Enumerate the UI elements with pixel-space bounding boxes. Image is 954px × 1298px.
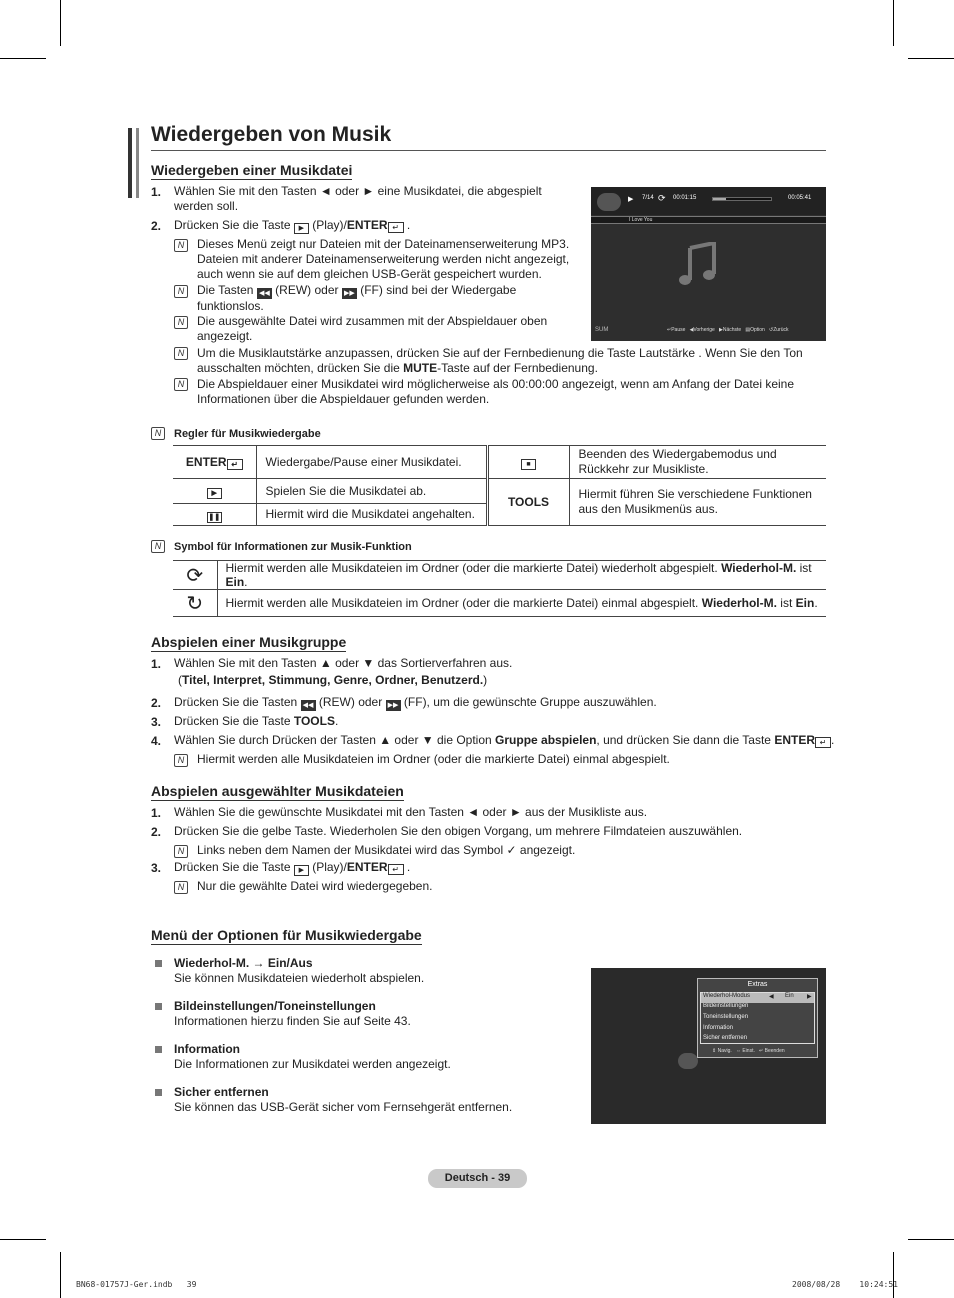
crop-mark: [893, 1252, 894, 1298]
step-text: Wählen Sie mit den Tasten ▲ oder ▼ das Sortierverfahren aus.: [174, 656, 513, 670]
note-text: Die ausgewählte Datei wird zusammen mit der Abspieldauer oben angezeigt.: [197, 314, 548, 343]
stop-desc: Beenden des Wiedergabemodus und Rückkehr zur Musikliste.: [569, 446, 826, 479]
left-right-icon: ⇔: [735, 1048, 741, 1054]
crop-mark: [908, 58, 954, 59]
step-text: Wählen Sie durch Drücken der Tasten ▲ oder ▼ die Option Gruppe abspielen, und drücken Sie dann die Taste ENTER ↵ .: [174, 733, 835, 747]
tools-icon: ▤: [745, 327, 751, 333]
step-text: Drücken Sie die gelbe Taste. Wiederholen Sie den obigen Vorgang, um mehrere Filmdateien auszuwählen.: [174, 824, 743, 838]
option-item: Information Die Informationen zur Musikdatei werden angezeigt.: [174, 1042, 451, 1071]
note-icon: N: [174, 239, 188, 252]
step-number: 1.: [151, 657, 162, 671]
extras-menu-screen: [591, 968, 826, 1124]
section-heading: Abspielen ausgewählter Musikdateien: [151, 783, 404, 799]
enter-key-icon: ↵: [227, 459, 243, 470]
step-number: 1.: [151, 185, 162, 199]
up-down-icon: ⇕: [712, 1048, 717, 1054]
step-text: Drücken Sie die Taste ▶ (Play)/ENTER ↵ .: [174, 860, 411, 874]
step-text: Wählen Sie mit den Tasten ◄ oder ► eine Musikdatei, die abgespielt werden soll.: [174, 184, 542, 213]
section-heading: Wiedergeben einer Musikdatei: [151, 162, 353, 178]
enter-desc: Wiedergabe/Pause einer Musikdatei.: [256, 446, 487, 479]
pause-key-cell: [173, 504, 256, 526]
repeat-once-icon: ↻: [173, 590, 217, 617]
note-icon: N: [174, 754, 188, 767]
right-arrow-icon: ▶: [807, 994, 812, 1000]
note-text: Die Abspieldauer einer Musikdatei wird möglicherweise als 00:00:00 angezeigt, wenn am Anfang der Datei keine Informationen über die Abspieldauer gefunden werden.: [197, 377, 795, 406]
symbol-table: [173, 560, 826, 617]
disc-icon: [678, 1053, 698, 1069]
control-table: [173, 445, 826, 526]
extras-list: [700, 992, 815, 1044]
exit-icon: ↵: [759, 1048, 764, 1054]
rewind-key-icon: ◀◀: [301, 700, 316, 711]
song-title-bar: [591, 216, 826, 224]
bullet-icon: [155, 960, 162, 967]
tools-desc: Hiermit führen Sie verschiedene Funktionen aus den Musikmenüs aus.: [569, 479, 826, 526]
step-text: (Titel, Interpret, Stimmung, Genre, Ordner, Benutzerd.): [178, 673, 488, 687]
bullet-icon: [155, 1003, 162, 1010]
note-text: Hiermit werden alle Musikdateien im Ordner (oder die markierte Datei) einmal abgespielt.: [197, 752, 670, 766]
note-text: Die Tasten ◀◀ (REW) oder ▶▶ (FF) sind bei der Wiedergabe funktionslos.: [197, 283, 517, 313]
step-text: Wählen Sie die gewünschte Musikdatei mit den Tasten ◄ oder ► aus der Musikliste aus.: [174, 805, 648, 819]
note-text: Dieses Menü zeigt nur Dateien mit der Dateinamenserweiterung MP3. Dateien mit anderer Dateinamenserweiterung werden nicht angezeigt, auch wenn sie auf dem gleichen USB-Gerät gespeichert wurden.: [197, 237, 570, 281]
extras-item-picture[interactable]: Bildeinstellungen: [703, 1003, 749, 1009]
total-time: 00:05:41: [788, 195, 812, 201]
page-number-badge: Deutsch - 39: [428, 1169, 527, 1188]
stop-key-icon: ■: [521, 459, 536, 470]
print-file-info: BN68-01757J-Ger.indb 39: [76, 1280, 197, 1289]
note-icon: N: [174, 378, 188, 391]
return-icon: ↺: [769, 327, 774, 333]
bullet-icon: [155, 1046, 162, 1053]
player-top-bar: [591, 187, 826, 215]
note-icon: N: [174, 316, 188, 329]
step-number: 2.: [151, 825, 162, 839]
disc-icon: [597, 193, 621, 211]
note-icon: N: [174, 845, 188, 858]
enter-key-icon: ↵: [815, 737, 831, 748]
control-table-title: Regler für Musikwiedergabe: [174, 428, 321, 440]
extras-item-safe-remove[interactable]: Sicher entfernen: [703, 1035, 748, 1041]
section-heading: Menü der Optionen für Musikwiedergabe: [151, 927, 422, 943]
step-number: 3.: [151, 861, 162, 875]
track-number: 7/14: [642, 195, 654, 201]
player-help-bar: ↵Pause ◀Vorherige ▶Nächste ▤Option ↺Zurück: [667, 327, 789, 333]
enter-key-cell: ENTER ↵: [173, 446, 256, 479]
play-desc: Spielen Sie die Musikdatei ab.: [256, 479, 487, 504]
extras-item-sound[interactable]: Toneinstellungen: [703, 1014, 749, 1020]
step-number: 1.: [151, 806, 162, 820]
rewind-key-icon: ◀◀: [257, 288, 272, 299]
play-key-icon: ▶: [294, 865, 309, 876]
note-text: Links neben dem Namen der Musikdatei wird das Symbol ✓ angezeigt.: [197, 843, 576, 857]
fast-forward-key-icon: ▶▶: [386, 700, 401, 711]
repeat-once-desc: Hiermit werden alle Musikdateien im Ordner (oder die markierte Datei) einmal abgespielt. Wiederhol-M. ist Ein.: [217, 590, 826, 617]
stop-key-cell: [487, 446, 569, 479]
note-text: Um die Musiklautstärke anzupassen, drücken Sie auf der Fernbedienung die Taste Lautstärke . Wenn Sie den Ton ausschalten möchten, drücken Sie die MUTE-Taste auf der Fernbedienung.: [197, 346, 803, 375]
note-icon: N: [174, 881, 188, 894]
note-icon: N: [174, 285, 188, 298]
music-note-icon: [678, 242, 720, 286]
note-icon: N: [174, 347, 188, 360]
option-item: Sicher entfernen Sie können das USB-Gerät sicher vom Fernsehgerät entfernen.: [174, 1085, 513, 1114]
extras-panel: [697, 978, 818, 1058]
step-number: 4.: [151, 734, 162, 748]
step-number: 2.: [151, 219, 162, 233]
title-rule: [151, 150, 826, 151]
crop-mark: [60, 1252, 61, 1298]
symbol-table-title: Symbol für Informationen zur Musik-Funktion: [174, 541, 412, 553]
title-accent-bar: [128, 128, 139, 198]
note-icon: N: [151, 540, 165, 553]
crop-mark: [0, 1239, 46, 1240]
extras-item-information[interactable]: Information: [703, 1025, 734, 1031]
right-arrow-icon: ▶: [719, 327, 723, 333]
step-text: Drücken Sie die Taste TOOLS.: [174, 714, 339, 728]
print-date-info: 2008/08/28 10:24:51: [792, 1280, 898, 1289]
crop-mark: [893, 0, 894, 46]
repeat-all-icon: ⟳: [173, 561, 217, 590]
enter-icon: ↵: [667, 327, 672, 333]
step-number: 2.: [151, 696, 162, 710]
fast-forward-key-icon: ▶▶: [342, 288, 357, 299]
left-arrow-icon: ◀: [769, 994, 774, 1000]
song-title: I Love You: [629, 217, 653, 223]
left-arrow-icon: ◀: [689, 327, 694, 333]
crop-mark: [60, 0, 61, 46]
repeat-all-desc: Hiermit werden alle Musikdateien im Ordner (oder die markierte Datei) wiederholt abgespielt. Wiederhol-M. ist Ein.: [217, 561, 826, 590]
option-item: Bildeinstellungen/Toneinstellungen Informationen hierzu finden Sie auf Seite 43.: [174, 999, 411, 1028]
step-text: Drücken Sie die Taste ▶ (Play)/ENTER ↵ .: [174, 218, 411, 232]
repeat-status-icon: ⟳: [658, 193, 666, 203]
music-player-screen: [591, 187, 826, 341]
pause-desc: Hiermit wird die Musikdatei angehalten.: [256, 504, 487, 526]
section-heading: Abspielen einer Musikgruppe: [151, 634, 347, 650]
step-text: Drücken Sie die Tasten ◀◀ (REW) oder ▶▶ (FF), um die gewünschte Gruppe auszuwählen.: [174, 695, 657, 709]
option-item: Wiederhol-M. → Ein/Aus Sie können Musikdateien wiederholt abspielen.: [174, 956, 425, 985]
elapsed-time: 00:01:15: [673, 195, 697, 201]
pause-key-icon: ❚❚: [208, 513, 221, 521]
note-icon: N: [151, 427, 165, 440]
step-number: 3.: [151, 715, 162, 729]
extras-help-bar: ⇕ Navig. ⇔ Einst. ↵ Beenden: [712, 1048, 785, 1054]
enter-key-icon: ↵: [388, 222, 404, 233]
play-key-icon: ▶: [294, 223, 309, 234]
play-key-icon: ▶: [207, 488, 222, 499]
play-status-icon: ▶: [628, 196, 634, 203]
progress-fill: [713, 198, 726, 200]
tools-key-cell: TOOLS: [487, 479, 569, 526]
device-label: SUM: [595, 327, 609, 333]
page-title: Wiedergeben von Musik: [151, 123, 392, 146]
note-text: Nur die gewählte Datei wird wiedergegeben.: [197, 879, 433, 893]
enter-key-icon: ↵: [388, 864, 404, 875]
crop-mark: [0, 58, 46, 59]
crop-mark: [908, 1239, 954, 1240]
progress-bar: [712, 197, 772, 201]
extras-title: Extras: [747, 981, 768, 988]
extras-item-repeat[interactable]: Wiederhol-Modus ◀ Ein ▶: [701, 993, 814, 1003]
bullet-icon: [155, 1089, 162, 1096]
play-key-cell: [173, 479, 256, 504]
checkmark-icon: ✓: [506, 843, 517, 857]
